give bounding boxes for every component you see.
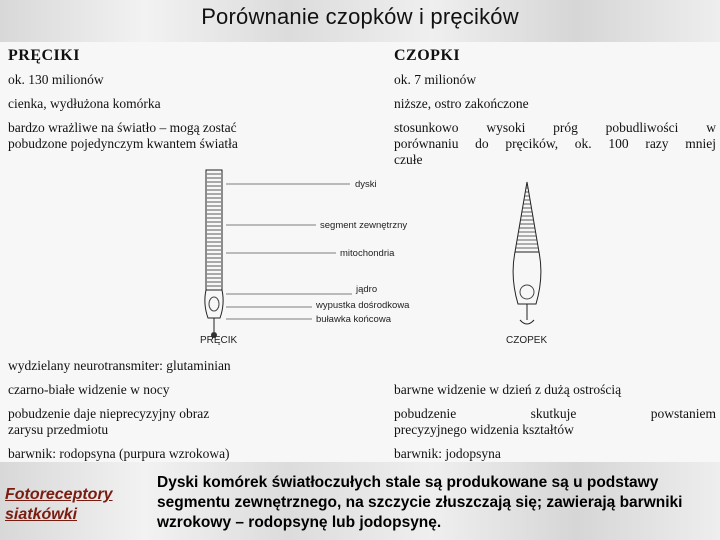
label-outer-segment: segment zewnętrzny [320, 220, 408, 231]
rods-neurotransmitter: wydzielany neurotransmiter: glutaminian [8, 358, 231, 373]
cones-excitation-line2: precyzyjnego widzenia kształtów [394, 422, 574, 437]
rod-illustration [205, 170, 223, 338]
cones-pigment: barwnik: jodopsyna [394, 446, 501, 461]
rods-excitation-line2: zarysu przedmiotu [8, 422, 109, 437]
photoreceptor-diagram [0, 42, 720, 462]
cones-shape: niższe, ostro zakończone [394, 96, 529, 111]
rods-excitation-line1: pobudzenie daje nieprecyzyjny obraz [8, 406, 210, 421]
figure-caption: Fotoreceptory siatkówki [5, 486, 113, 523]
cones-heading: CZOPKI [394, 47, 461, 64]
rods-heading: PRĘCIKI [8, 47, 80, 64]
svg-text:dyski segment zewnętrzny [315, 179, 412, 325]
cone-diagram-label: CZOPEK [506, 335, 548, 346]
comparison-panel [0, 42, 720, 462]
label-bulb: buławka końcowa [316, 314, 391, 325]
cones-excitation-line1: pobudzenie skutkuje powstaniem [394, 406, 716, 421]
rods-pigment: barwnik: rodopsyna (purpura wzrokowa) [8, 446, 230, 461]
label-mitochondria: mitochondria [340, 248, 395, 259]
rods-count: ok. 130 milionów [8, 72, 104, 87]
label-process: wypustka dośrodkowa [316, 300, 410, 311]
cones-threshold-text1: stosunkowo wysoki próg pobudliwości w [394, 120, 716, 135]
cones-vision: barwne widzenie w dzień z dużą ostrością [394, 382, 622, 397]
label-nucleus: jądro [356, 284, 378, 295]
rod-diagram-label: PRĘCIK [200, 335, 238, 346]
cones-threshold-line2: porównaniu do pręcików, ok. 100 razy mniej [394, 136, 716, 151]
slide-title: Porównanie czopków i pręcików [201, 4, 519, 29]
cones-threshold-line3: czułe [394, 152, 423, 167]
rods-sensitivity-line2: pobudzone pojedynczym kwantem światła [8, 136, 238, 151]
label-discs: dyski [355, 179, 377, 190]
rods-sensitivity-line1: bardzo wrażliwe na światło – mogą zostać [8, 120, 237, 135]
rods-shape: cienka, wydłużona komórka [8, 96, 161, 111]
description-text: Dyski komórek światłoczułych stale są produkowane są u podstawy segmentu zewnętrznego, na szczycie złuszczają się; zawierają barwniki wzrokowy – rodopsynę lub jodopsynę. [157, 474, 683, 531]
cone-illustration [513, 182, 541, 324]
leader-lines [226, 184, 352, 319]
rods-vision: czarno-białe widzenie w nocy [8, 382, 170, 397]
cones-count: ok. 7 milionów [394, 72, 477, 87]
